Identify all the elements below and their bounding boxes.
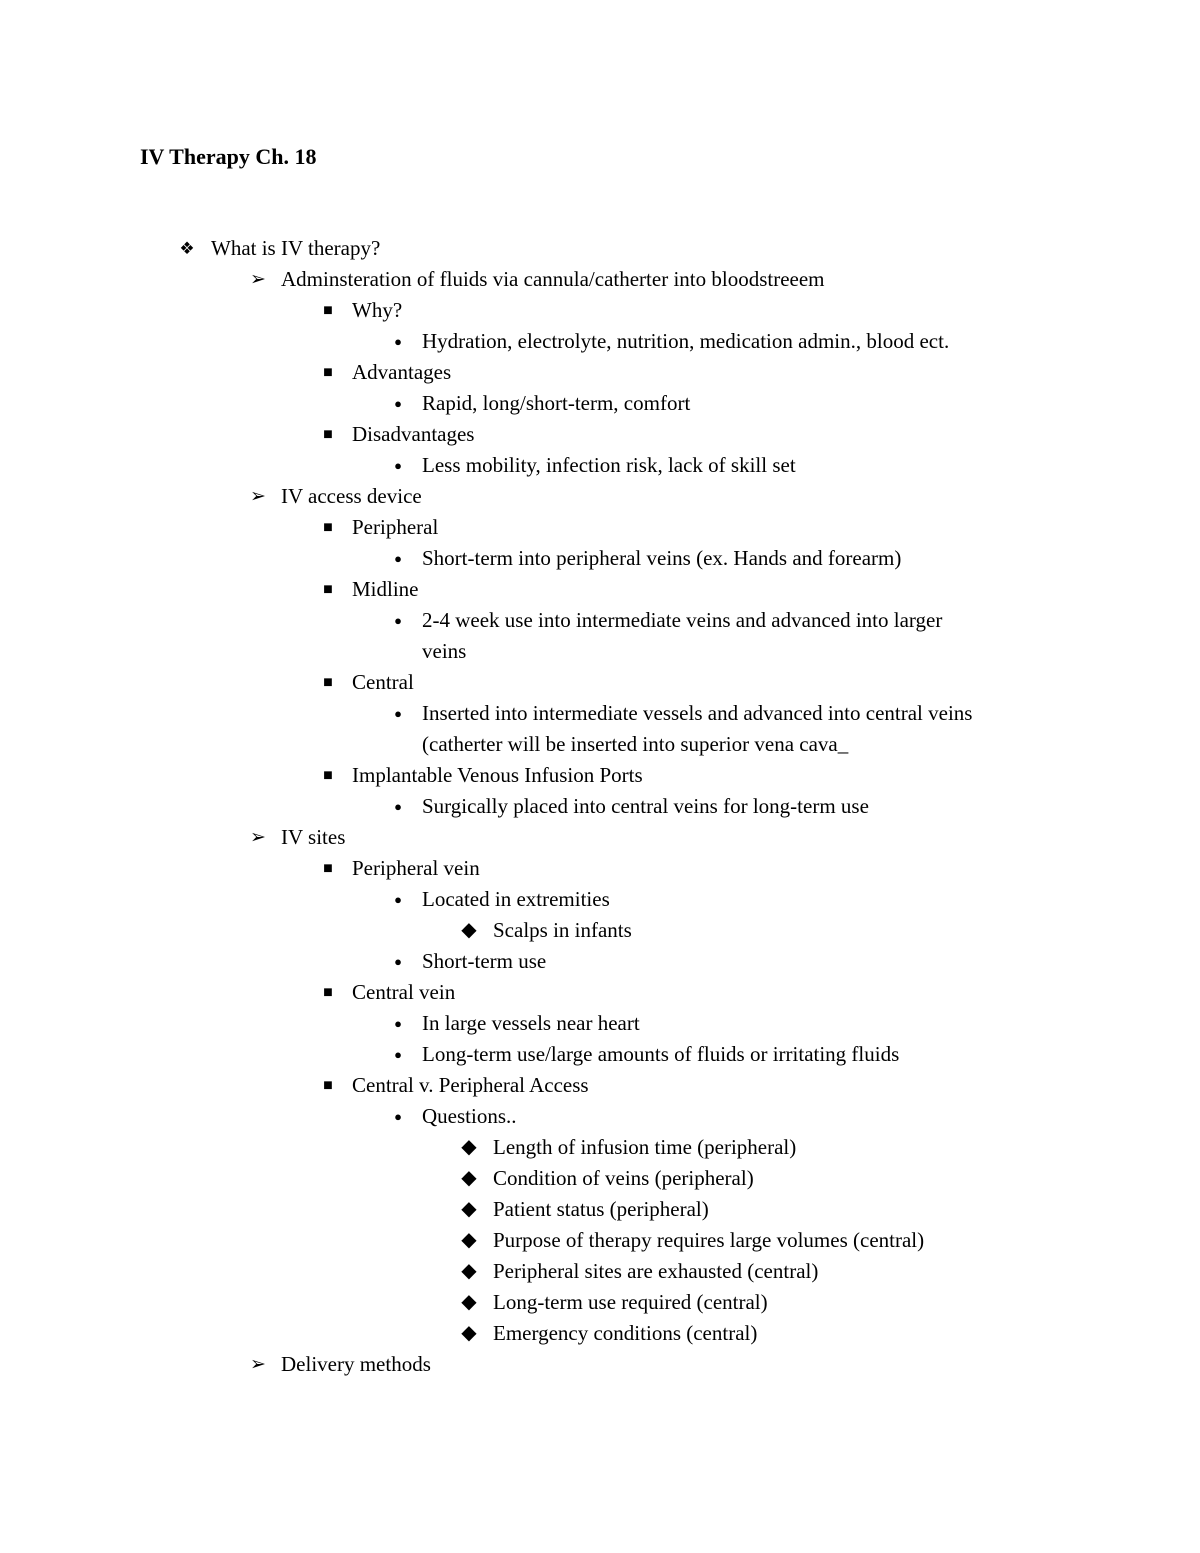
outline-item-text: Less mobility, infection risk, lack of skill set <box>422 453 796 477</box>
outline-item-text: Rapid, long/short-term, comfort <box>422 391 691 415</box>
outline-item-text: What is IV therapy? <box>211 236 381 260</box>
round-bullet-icon: ● <box>394 613 402 628</box>
square-bullet-icon: ■ <box>323 984 333 1001</box>
outline-item-text: Delivery methods <box>281 1352 431 1376</box>
outline-continuation-line <box>0 729 1200 760</box>
arrowhead-bullet-icon: ➢ <box>250 1354 266 1375</box>
outline-item-text: Long-term use/large amounts of fluids or irritating fluids <box>422 1042 900 1066</box>
outline-item-text: Implantable Venous Infusion Ports <box>352 763 643 787</box>
outline-item-level-4 <box>0 946 1200 977</box>
square-bullet-icon: ■ <box>323 302 333 319</box>
outline-item-level-4 <box>0 1101 1200 1132</box>
outline-item-level-5 <box>0 1318 1200 1349</box>
outline-item-text: Scalps in infants <box>493 918 632 942</box>
outline-continuation-line <box>0 636 1200 667</box>
outline-item-text: Surgically placed into central veins for long-term use <box>422 794 869 818</box>
outline-item-level-2 <box>0 1349 1200 1380</box>
outline-item-text: Peripheral sites are exhausted (central) <box>493 1259 819 1283</box>
outline-item-level-3 <box>0 667 1200 698</box>
round-bullet-icon: ● <box>394 892 402 907</box>
square-bullet-icon: ■ <box>323 860 333 877</box>
outline-item-text: veins <box>422 639 467 663</box>
diamond-bullet-icon: ◆ <box>461 1229 477 1251</box>
outline-item-level-3 <box>0 977 1200 1008</box>
outline-item-level-5 <box>0 1163 1200 1194</box>
outline-item-level-4 <box>0 1008 1200 1039</box>
round-bullet-icon: ● <box>394 706 402 721</box>
outline-item-text: Emergency conditions (central) <box>493 1321 758 1345</box>
round-bullet-icon: ● <box>394 1016 402 1031</box>
outline-item-text: Central vein <box>352 980 456 1004</box>
outline-item-level-2 <box>0 822 1200 853</box>
outline-item-text: Central v. Peripheral Access <box>352 1073 589 1097</box>
outline-item-text: In large vessels near heart <box>422 1011 640 1035</box>
outline-item-level-4 <box>0 698 1200 729</box>
diamond-bullet-icon: ◆ <box>461 1167 477 1189</box>
outline-item-level-3 <box>0 1070 1200 1101</box>
outline-item-text: Long-term use required (central) <box>493 1290 768 1314</box>
outline-item-level-4 <box>0 1039 1200 1070</box>
outline-item-level-5 <box>0 1132 1200 1163</box>
outline-item-text: IV sites <box>281 825 346 849</box>
outline-item-text: Advantages <box>352 360 452 384</box>
round-bullet-icon: ● <box>394 396 402 411</box>
square-bullet-icon: ■ <box>323 767 333 784</box>
square-bullet-icon: ■ <box>323 581 333 598</box>
arrowhead-bullet-icon: ➢ <box>250 486 266 507</box>
diamond-flower-bullet-icon: ❖ <box>179 239 195 258</box>
diamond-bullet-icon: ◆ <box>461 1136 477 1158</box>
arrowhead-bullet-icon: ➢ <box>250 827 266 848</box>
outline-item-level-4 <box>0 326 1200 357</box>
outline-item-level-3 <box>0 853 1200 884</box>
outline-item-text: Why? <box>352 298 403 322</box>
outline-item-level-3 <box>0 295 1200 326</box>
outline-item-level-4 <box>0 791 1200 822</box>
outline-item-text: Length of infusion time (peripheral) <box>493 1135 797 1159</box>
outline-item-level-5 <box>0 915 1200 946</box>
round-bullet-icon: ● <box>394 334 402 349</box>
outline-item-level-3 <box>0 760 1200 791</box>
outline-item-text: (catherter will be inserted into superior vena cava_ <box>422 732 849 756</box>
outline-item-text: Peripheral vein <box>352 856 480 880</box>
outline-item-text: Located in extremities <box>422 887 610 911</box>
round-bullet-icon: ● <box>394 954 402 969</box>
outline-item-text: Disadvantages <box>352 422 475 446</box>
square-bullet-icon: ■ <box>323 674 333 691</box>
outline-item-level-2 <box>0 264 1200 295</box>
outline-item-level-5 <box>0 1287 1200 1318</box>
outline-item-text: Patient status (peripheral) <box>493 1197 709 1221</box>
outline-item-level-4 <box>0 884 1200 915</box>
outline-item-text: Peripheral <box>352 515 439 539</box>
outline-item-level-4 <box>0 450 1200 481</box>
square-bullet-icon: ■ <box>323 1077 333 1094</box>
arrowhead-bullet-icon: ➢ <box>250 269 266 290</box>
outline-item-level-1 <box>0 233 1200 264</box>
outline-item-level-3 <box>0 574 1200 605</box>
square-bullet-icon: ■ <box>323 364 333 381</box>
outline-item-level-3 <box>0 357 1200 388</box>
square-bullet-icon: ■ <box>323 426 333 443</box>
outline-item-level-3 <box>0 512 1200 543</box>
outline-item-level-3 <box>0 419 1200 450</box>
diamond-bullet-icon: ◆ <box>461 1291 477 1313</box>
outline-item-text: Questions.. <box>422 1104 517 1128</box>
round-bullet-icon: ● <box>394 551 402 566</box>
diamond-bullet-icon: ◆ <box>461 1260 477 1282</box>
round-bullet-icon: ● <box>394 1047 402 1062</box>
round-bullet-icon: ● <box>394 458 402 473</box>
outline-item-text: Central <box>352 670 414 694</box>
outline-item-text: Short-term use <box>422 949 547 973</box>
outline-item-level-5 <box>0 1256 1200 1287</box>
outline-item-text: 2-4 week use into intermediate veins and advanced into larger <box>422 608 943 632</box>
outline-item-text: Short-term into peripheral veins (ex. Hands and forearm) <box>422 546 902 570</box>
outline-item-level-2 <box>0 481 1200 512</box>
outline-item-level-4 <box>0 388 1200 419</box>
outline-item-text: Midline <box>352 577 419 601</box>
round-bullet-icon: ● <box>394 1109 402 1124</box>
outline-item-text: Purpose of therapy requires large volumes (central) <box>493 1228 925 1252</box>
outline-item-level-4 <box>0 605 1200 636</box>
outline-item-text: Condition of veins (peripheral) <box>493 1166 754 1190</box>
outline-item-text: Inserted into intermediate vessels and advanced into central veins <box>422 701 973 725</box>
outline-item-level-5 <box>0 1194 1200 1225</box>
outline-item-text: IV access device <box>281 484 422 508</box>
diamond-bullet-icon: ◆ <box>461 919 477 941</box>
diamond-bullet-icon: ◆ <box>461 1198 477 1220</box>
outline-list <box>0 233 1200 1380</box>
document-title: IV Therapy Ch. 18 <box>140 144 317 169</box>
outline-item-text: Hydration, electrolyte, nutrition, medication admin., blood ect. <box>422 329 950 353</box>
outline-item-level-5 <box>0 1225 1200 1256</box>
diamond-bullet-icon: ◆ <box>461 1322 477 1344</box>
outline-item-text: Adminsteration of fluids via cannula/catherter into bloodstreeem <box>281 267 825 291</box>
outline-item-level-4 <box>0 543 1200 574</box>
square-bullet-icon: ■ <box>323 519 333 536</box>
round-bullet-icon: ● <box>394 799 402 814</box>
